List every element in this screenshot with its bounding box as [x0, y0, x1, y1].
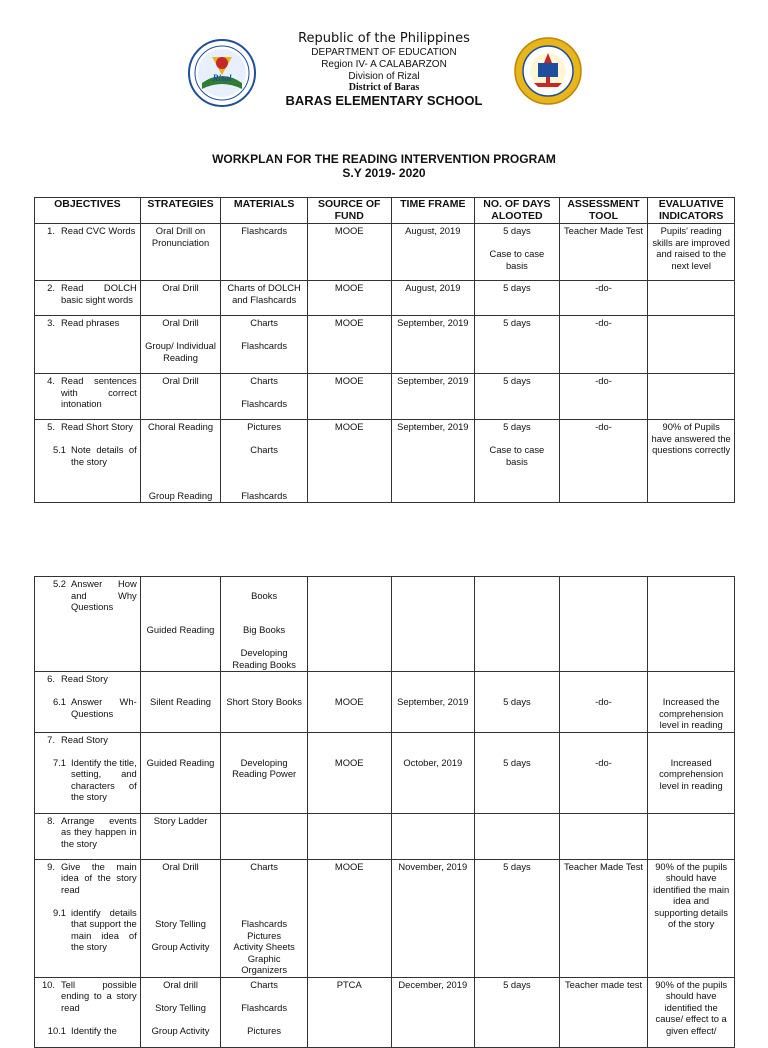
source-of-fund: MOOE — [307, 281, 391, 316]
material: Books — [251, 589, 278, 601]
header-republic: Republic of the Philippines — [298, 31, 470, 46]
material: Graphic Organizers — [241, 952, 288, 975]
evaluative-indicator — [648, 316, 735, 374]
assessment-tool: -do- — [595, 756, 612, 768]
material: Pictures — [247, 421, 282, 432]
days: 5 days — [503, 225, 531, 236]
days: 5 days — [503, 375, 531, 386]
sub-objective-number: 9.1 — [52, 906, 66, 918]
objective-text: Read Story — [61, 673, 108, 684]
source-of-fund: MOOE — [307, 420, 391, 503]
sub-objective-text: Identify the — [71, 1024, 117, 1036]
material: Flashcards — [241, 398, 288, 409]
objective-number: 1. — [47, 225, 55, 236]
objective-number: 3. — [47, 317, 55, 328]
material: Developing Reading Power — [232, 756, 297, 779]
table-row — [35, 374, 735, 420]
strategy: Oral Drill on Pronunciation — [151, 225, 210, 248]
time-frame: August, 2019 — [391, 224, 475, 281]
strategy: Oral Drill — [162, 282, 199, 293]
objective-number: 7. — [47, 733, 55, 745]
objective-text: Read CVC Words — [61, 225, 136, 236]
time-frame: September, 2019 — [391, 420, 475, 503]
table-row — [35, 859, 735, 977]
header-school: BARAS ELEMENTARY SCHOOL — [285, 93, 483, 108]
assessment-tool: Teacher made test — [559, 977, 648, 1047]
objective-text: Read sentences with correct intonation — [61, 375, 137, 409]
objective-text: Read DOLCH basic sight words — [61, 282, 137, 305]
strategy: Silent Reading — [150, 696, 212, 707]
evaluative-indicator — [648, 374, 735, 420]
objective-text: Give the main idea of the story read — [61, 860, 137, 895]
time-frame: October, 2019 — [403, 756, 463, 768]
strategy: Group Activity — [151, 1024, 210, 1036]
objective-text: Tell possible ending to a story read — [61, 978, 137, 1013]
sub-objective-text: Answer Wh- Questions — [71, 696, 137, 719]
sub-objective-number: 7.1 — [52, 756, 66, 768]
strategy: Guided Reading — [146, 756, 215, 768]
strategy: Story Ladder — [153, 814, 208, 826]
days: 5 days — [503, 282, 531, 293]
sub-objective-text: Note details of the story — [71, 444, 137, 467]
header-region: Region IV- A CALABARZON — [321, 59, 447, 70]
strategy: Story Telling — [155, 1001, 206, 1013]
material: Activity Sheets — [233, 941, 295, 952]
strategy: Oral Drill — [162, 317, 199, 328]
table-row — [35, 672, 735, 733]
objective-number: 8. — [47, 814, 55, 826]
objective-number: 5. — [47, 421, 55, 432]
assessment-tool: -do- — [559, 420, 648, 503]
sub-objective-text: identify details that support the main idea of the story — [71, 906, 137, 952]
strategy: Choral Reading — [147, 421, 214, 432]
strategy: Oral Drill — [162, 860, 199, 872]
days: 5 days — [503, 421, 531, 432]
strategy: Group Activity — [151, 941, 210, 952]
col-materials: MATERIALS — [221, 198, 308, 224]
evaluative-indicator: 90% of Pupils have answered the questions correctly — [648, 420, 735, 503]
material: Charts — [250, 317, 278, 328]
source-of-fund: MOOE — [334, 696, 364, 707]
workplan-table-continued — [34, 576, 735, 1048]
days: 5 days — [503, 696, 531, 707]
time-frame: September, 2019 — [391, 374, 475, 420]
assessment-tool: Teacher Made Test — [559, 224, 648, 281]
evaluative-indicator: 90% of the pupils should have identified the main idea and supporting details of the story — [648, 859, 735, 977]
col-time-frame: TIME FRAME — [391, 198, 475, 224]
assessment-tool: Teacher Made Test — [559, 859, 648, 977]
material: Charts — [250, 444, 278, 455]
material: Flashcards — [241, 489, 288, 501]
table-row — [35, 813, 735, 859]
table-row — [35, 732, 735, 813]
sub-objective-text: Identify the title, setting, and characters of the story — [71, 756, 137, 802]
sub-objective-number: 5.1 — [52, 444, 66, 455]
table-row — [35, 224, 735, 281]
time-frame: September, 2019 — [397, 696, 469, 707]
source-of-fund: MOOE — [307, 374, 391, 420]
col-objectives: OBJECTIVES — [35, 198, 141, 224]
sub-objective-number: 5.2 — [52, 578, 66, 589]
material: Charts — [250, 860, 278, 872]
material: Flashcards — [241, 918, 288, 929]
assessment-tool: -do- — [559, 316, 648, 374]
source-of-fund: MOOE — [307, 224, 391, 281]
school-year: S.Y 2019- 2020 — [342, 166, 426, 180]
days: 5 days — [503, 756, 531, 768]
material: Developing Reading Books — [232, 647, 296, 670]
col-source-of-fund: SOURCE OF FUND — [307, 198, 391, 224]
table-row — [35, 420, 735, 503]
time-frame: December, 2019 — [391, 977, 475, 1047]
table-row — [35, 977, 735, 1047]
material: Pictures — [247, 929, 282, 941]
material: Short Story Books — [226, 696, 302, 707]
evaluative-indicator: Increased the comprehension level in reading — [659, 696, 724, 730]
evaluative-indicator: 90% of the pupils should have identified the cause/ effect to a given effect/ — [648, 977, 735, 1047]
assessment-tool: -do- — [559, 281, 648, 316]
sub-objective-number: 6.1 — [52, 696, 66, 707]
objective-number: 9. — [47, 860, 55, 872]
material: Charts — [250, 375, 278, 386]
strategy: Oral Drill — [162, 375, 199, 386]
table-header-row — [35, 198, 735, 224]
objective-text: Read Story — [61, 733, 108, 745]
source-of-fund: MOOE — [334, 756, 364, 768]
material: Charts of DOLCH and Flashcards — [227, 282, 301, 305]
material: Pictures — [247, 1024, 282, 1036]
evaluative-indicator: Pupils' reading skills are improved and raised to the next level — [648, 224, 735, 281]
objective-text: Arrange events as they happen in the story — [61, 814, 137, 849]
col-evaluative-indicators: EVALUATIVE INDICATORS — [648, 198, 735, 224]
workplan-table — [34, 197, 735, 503]
time-frame: August, 2019 — [391, 281, 475, 316]
strategy: Oral drill — [163, 978, 198, 990]
days: 5 days — [475, 977, 560, 1047]
col-days-alooted: NO. OF DAYS ALOOTED — [475, 198, 560, 224]
evaluative-indicator: Increased comprehension level in reading — [659, 756, 724, 791]
col-assessment-tool: ASSESSMENT TOOL — [559, 198, 648, 224]
objective-number: 2. — [47, 282, 55, 293]
material: Flashcards — [241, 340, 288, 351]
source-of-fund: MOOE — [307, 316, 391, 374]
source-of-fund: MOOE — [307, 859, 391, 977]
strategy: Group Reading — [148, 489, 213, 501]
objective-text: Read Short Story — [61, 421, 133, 432]
objective-number: 6. — [47, 673, 55, 684]
header-division: Division of Rizal — [348, 71, 420, 82]
header-district: District of Baras — [348, 82, 420, 93]
document-title: WORKPLAN FOR THE READING INTERVENTION PROGRAM — [212, 152, 556, 166]
days-note: Case to case basis — [489, 444, 545, 467]
material: Big Books — [243, 624, 286, 635]
objective-number: 10. — [41, 978, 55, 990]
material: Flashcards — [241, 225, 288, 236]
strategy: Story Telling — [155, 918, 206, 929]
time-frame: September, 2019 — [391, 316, 475, 374]
sub-objective-number: 10.1 — [47, 1024, 66, 1036]
days: 5 days — [475, 859, 560, 977]
material: Flashcards — [241, 1001, 288, 1013]
header-department: DEPARTMENT OF EDUCATION — [311, 47, 457, 58]
sub-objective-text: Answer How and Why Questions — [71, 578, 137, 612]
table-row — [35, 577, 735, 672]
days-note: Case to case basis — [489, 248, 545, 271]
time-frame: November, 2019 — [391, 859, 475, 977]
evaluative-indicator — [648, 281, 735, 316]
table-row — [35, 281, 735, 316]
material: Charts — [250, 978, 278, 990]
table-row — [35, 316, 735, 374]
seal-left-text: Rizal — [212, 73, 232, 83]
assessment-tool: -do- — [595, 696, 612, 707]
assessment-tool: -do- — [559, 374, 648, 420]
strategy: Guided Reading — [146, 624, 215, 635]
objective-text: Read phrases — [61, 317, 120, 328]
col-strategies: STRATEGIES — [140, 198, 221, 224]
objective-number: 4. — [47, 375, 55, 386]
strategy: Group/ Individual Reading — [145, 340, 216, 363]
source-of-fund: PTCA — [307, 977, 391, 1047]
days: 5 days — [503, 317, 531, 328]
